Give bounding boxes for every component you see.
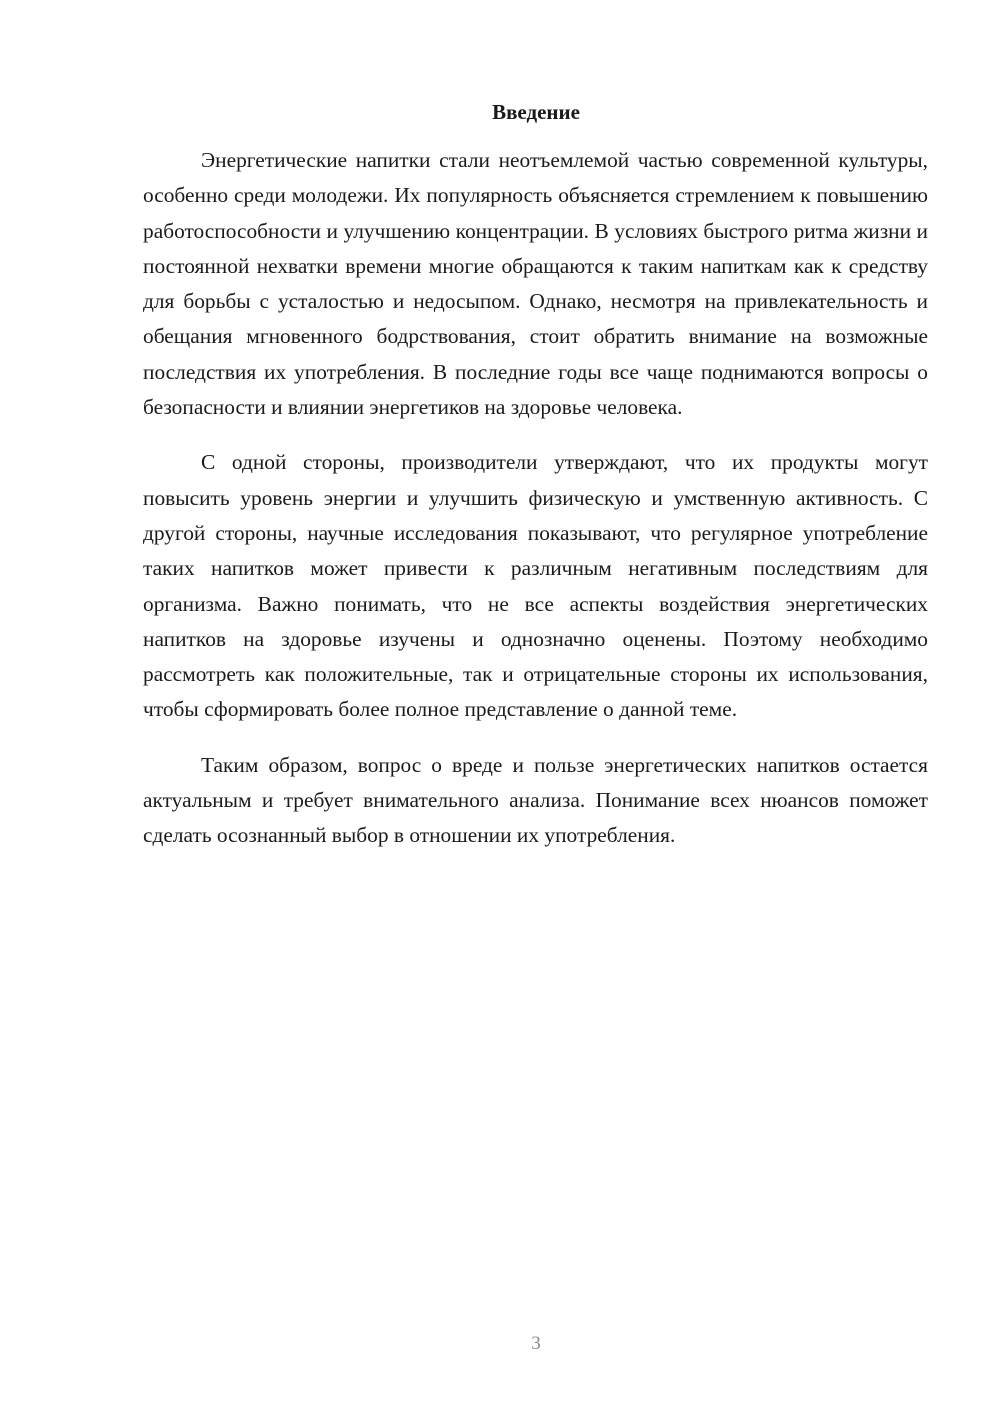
page-number: 3 [531, 1333, 541, 1354]
paragraph-3: Таким образом, вопрос о вреде и пользе энергетических напитков остается актуальным и требует внимательного анализа. Понимание всех нюансов поможет сделать осознанный выбор в отношении их употребления. [143, 752, 928, 848]
body-text [143, 143, 928, 874]
paragraph-2: С одной стороны, производители утверждают, что их продукты могут повысить уровень энергии и улучшить физическую и умственную активность. С другой стороны, научные исследования показывают, что регулярное употребление таких напитков может привести к различным негативным последствиям для организма. Важно понимать, что не все аспекты воздействия энергетических напитков на здоровье изучены и однозначно оценены. Поэтому необходимо рассмотреть как положительные, так и отрицательные стороны их использования, чтобы сформировать более полное представление о данной теме. [143, 450, 928, 722]
section-title: Введение [492, 100, 580, 124]
paragraph-1: Энергетические напитки стали неотъемлемой частью современной культуры, особенно среди молодежи. Их популярность объясняется стремлением к повышению работоспособности и улучшению концентрации. В условиях быстрого ритма жизни и постоянной нехватки времени многие обращаются к таким напиткам как к средству для борьбы с усталостью и недосыпом. Однако, несмотря на привлекательность и обещания мгновенного бодрствования, стоит обратить внимание на возможные последствия их употребления. В последние годы все чаще поднимаются вопросы о безопасности и влиянии энергетиков на здоровье человека. [143, 148, 928, 420]
